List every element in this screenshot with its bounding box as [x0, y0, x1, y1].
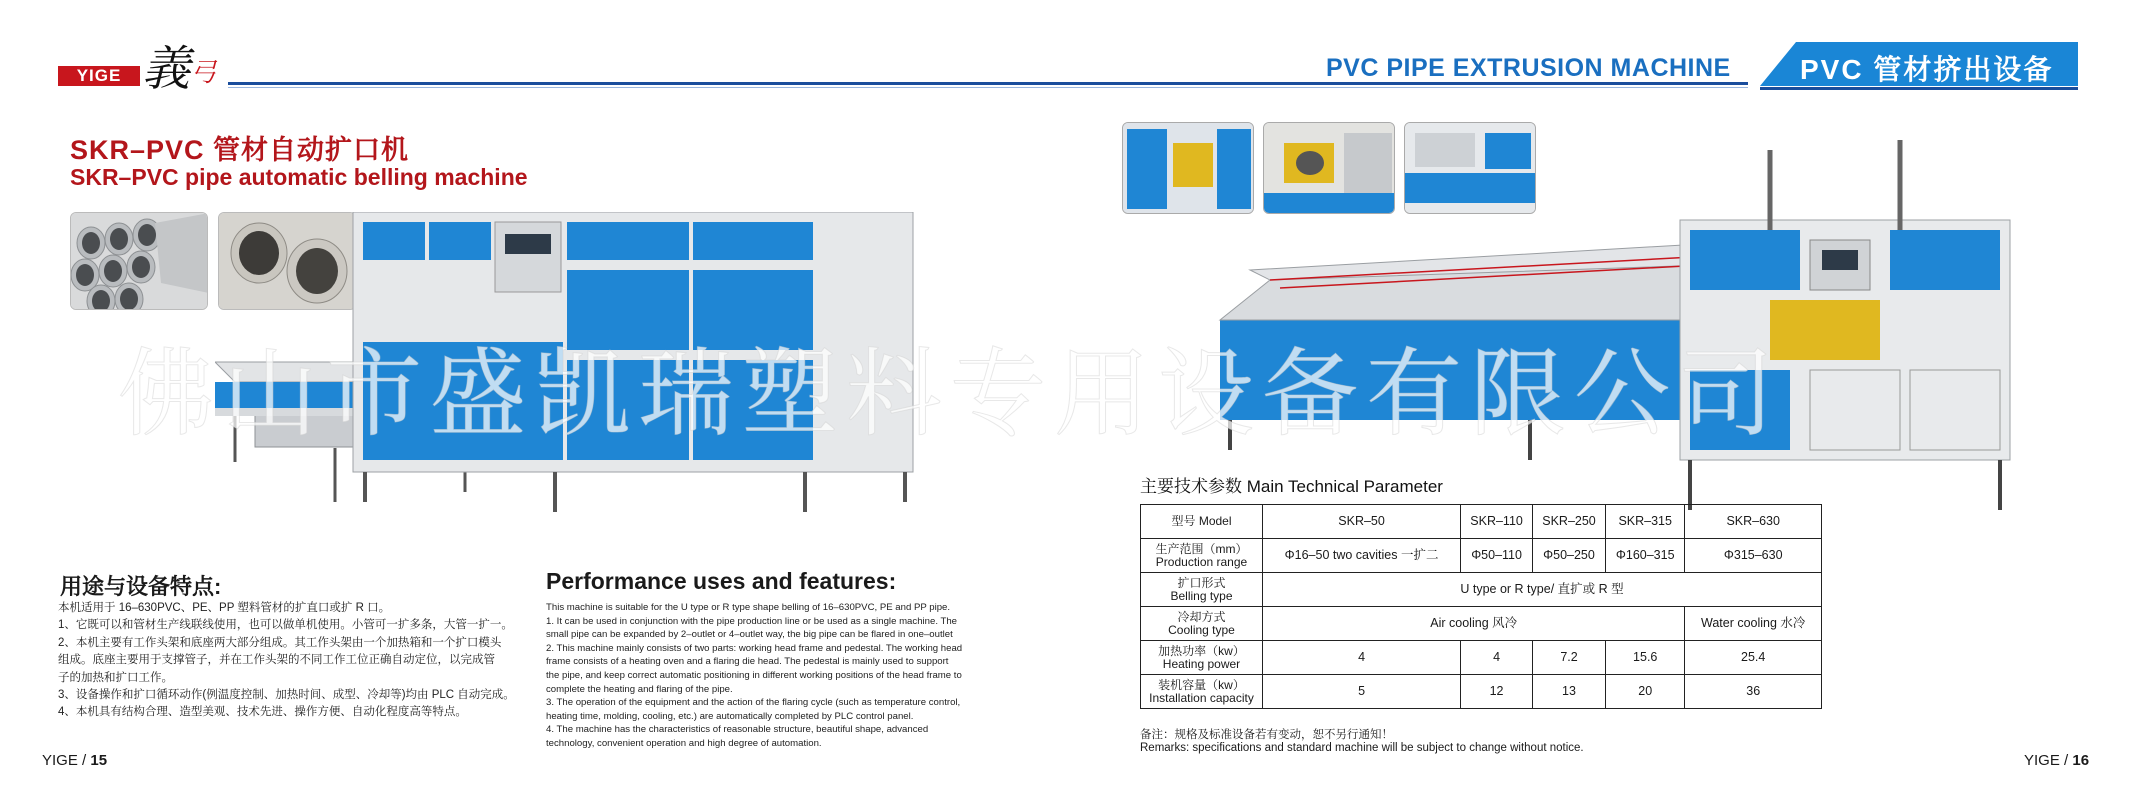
remark-en: Remarks: specifications and standard machine will be subject to change without notice. [1140, 742, 1584, 754]
features-en-line: small pipe can be expanded by 2–outlet or 4–outlet way, the big pipe can be flared in one–outlet [546, 629, 953, 641]
table-cell: Φ16–50 two cavities 一扩二 [1263, 539, 1461, 573]
page-brand: YIGE [42, 752, 78, 769]
table-row [1141, 675, 1822, 709]
page-brand: YIGE [2024, 752, 2060, 769]
logo-brand-text: YIGE [58, 66, 140, 86]
row-header [1141, 675, 1263, 709]
row-header [1141, 641, 1263, 675]
row-header [1141, 539, 1263, 573]
features-en-line: complete the heating and flaring of the pipe. [546, 683, 733, 695]
features-cn-line: 子的加热和扩口工作。 [58, 671, 173, 684]
header-cn: 加热功率（kw） [1158, 643, 1245, 658]
header-en: Installation capacity [1149, 690, 1254, 705]
row-header [1141, 505, 1263, 539]
company-watermark: 佛山市盛凯瑞塑料专用设备有限公司 [118, 338, 1782, 450]
table-cell: Φ160–315 [1606, 539, 1685, 573]
page-number-left [42, 752, 107, 769]
table-cell: 4 [1263, 641, 1461, 675]
logo-calligraphy: 義 [142, 41, 191, 97]
remark-cn: 备注：规格及标准设备若有变动，恕不另行通知！ [1140, 729, 1393, 741]
page-num: 15 [90, 752, 108, 769]
features-cn-line: 3、设备操作和扩口循环动作(例温度控制、加热时间、成型、冷却等)均由 PLC 自动完成。 [58, 689, 515, 702]
logo-calligraphy-accent: 弓 [190, 58, 217, 88]
features-heading-en: Performance uses and features: [546, 568, 897, 594]
table-row [1141, 573, 1822, 607]
table-cell: Φ315–630 [1685, 539, 1822, 573]
table-cell: 36 [1685, 675, 1822, 709]
features-body-en [546, 601, 1016, 751]
product-title-cn: SKR–PVC 管材自动扩口机 [70, 135, 410, 165]
table-row [1141, 607, 1822, 641]
page-sep: / [2059, 752, 2073, 769]
table-cell: SKR–250 [1533, 505, 1606, 539]
table-cell: SKR–630 [1685, 505, 1822, 539]
header-cn: 冷却方式 [1177, 609, 1226, 624]
header-en: Belling type [1170, 588, 1233, 603]
table-cell: Water cooling 水冷 [1685, 607, 1822, 641]
page-number-right [2024, 752, 2089, 769]
features-en-line: technology, convenient operation and high degree of automation. [546, 737, 822, 749]
header-en: Cooling type [1168, 622, 1235, 637]
table-cell: 25.4 [1685, 641, 1822, 675]
table-cell: SKR–110 [1461, 505, 1533, 539]
table-cell: 4 [1461, 641, 1533, 675]
header-cn: 生产范围（mm） [1155, 541, 1248, 556]
features-en-line: frame consists of a heating oven and a flaring die head. The pedestal is mainly used to support [546, 656, 949, 668]
row-header [1141, 607, 1263, 641]
row-header [1141, 573, 1263, 607]
product-title-en: SKR–PVC pipe automatic belling machine [70, 164, 528, 190]
page-sep: / [77, 752, 91, 769]
table-cell: 12 [1461, 675, 1533, 709]
table-row [1141, 505, 1822, 539]
features-cn-line: 本机适用于 16–630PVC、PE、PP 塑料管材的扩直口或扩 R 口。 [58, 602, 391, 614]
table-cell: 20 [1606, 675, 1685, 709]
table-cell: 5 [1263, 675, 1461, 709]
features-cn-line: 组成。底座主要用于支撑管子，并在工作头架的不同工作工位正确自动定位，以完成管 [58, 654, 495, 667]
features-en-line: This machine is suitable for the U type or R type shape belling of 16–630PVC, PE and PP pipe. [546, 602, 951, 613]
params-title: 主要技术参数 Main Technical Parameter [1140, 477, 1443, 496]
table-cell: U type or R type/ 直扩或 R 型 [1263, 573, 1822, 607]
features-en-line: the pipe, and keep correct automatic positioning in different working positions of the head frame to [546, 669, 962, 681]
table-cell: 7.2 [1533, 641, 1606, 675]
header-rule-thin [228, 87, 1748, 88]
technical-parameter-table [1140, 504, 1822, 709]
header-en: Production range [1155, 554, 1248, 569]
features-en-line: 2. This machine mainly consists of two parts: working head frame and pedestal. The working head [546, 642, 963, 654]
table-cell: 15.6 [1606, 641, 1685, 675]
brand-logo [58, 30, 228, 97]
features-heading-cn: 用途与设备特点: [60, 574, 222, 599]
features-en-line: 4. The machine has the characteristics of reasonable structure, beautiful shape, advanced [546, 724, 929, 736]
header-rule-right [1760, 87, 2078, 90]
table-cell: Φ50–110 [1461, 539, 1533, 573]
header-title-en: PVC PIPE EXTRUSION MACHINE [1326, 54, 1731, 82]
features-en-line: heating time, molding, cooling, etc.) are automatically completed by PLC control panel. [546, 710, 914, 722]
pipes-photo [70, 212, 208, 310]
table-cell: Air cooling 风冷 [1263, 607, 1685, 641]
table-cell: Φ50–250 [1533, 539, 1606, 573]
header-cn: 扩口形式 [1177, 575, 1226, 590]
header-en: Model [1198, 514, 1232, 528]
header-title-cn: PVC 管材挤出设备 [1800, 54, 2054, 85]
table-cell: SKR–50 [1263, 505, 1461, 539]
header-cn: 装机容量（kw） [1158, 677, 1245, 692]
features-body-cn [58, 600, 518, 722]
features-cn-line: 1、它既可以和管材生产线联线使用，也可以做单机使用。小管可一扩多条，大管一扩一。 [58, 619, 513, 632]
header-en: Heating power [1162, 656, 1241, 671]
table-cell: SKR–315 [1606, 505, 1685, 539]
features-cn-line: 2、本机主要有工作头架和底座两大部分组成。其工作头架由一个加热箱和一个扩口模头 [58, 636, 502, 649]
table-row [1141, 539, 1822, 573]
features-cn-line: 4、本机具有结构合理、造型美观、技术先进、操作方便、自动化程度高等特点。 [58, 706, 467, 719]
header-cn: 型号 [1171, 514, 1196, 528]
table-row [1141, 641, 1822, 675]
table-cell: 13 [1533, 675, 1606, 709]
features-en-line: 1. It can be used in conjunction with the pipe production line or be used as a single machine. The [546, 615, 958, 627]
page-num: 16 [2072, 752, 2090, 769]
features-en-line: 3. The operation of the equipment and the action of the flaring cycle (such as temperature control, [546, 697, 961, 709]
